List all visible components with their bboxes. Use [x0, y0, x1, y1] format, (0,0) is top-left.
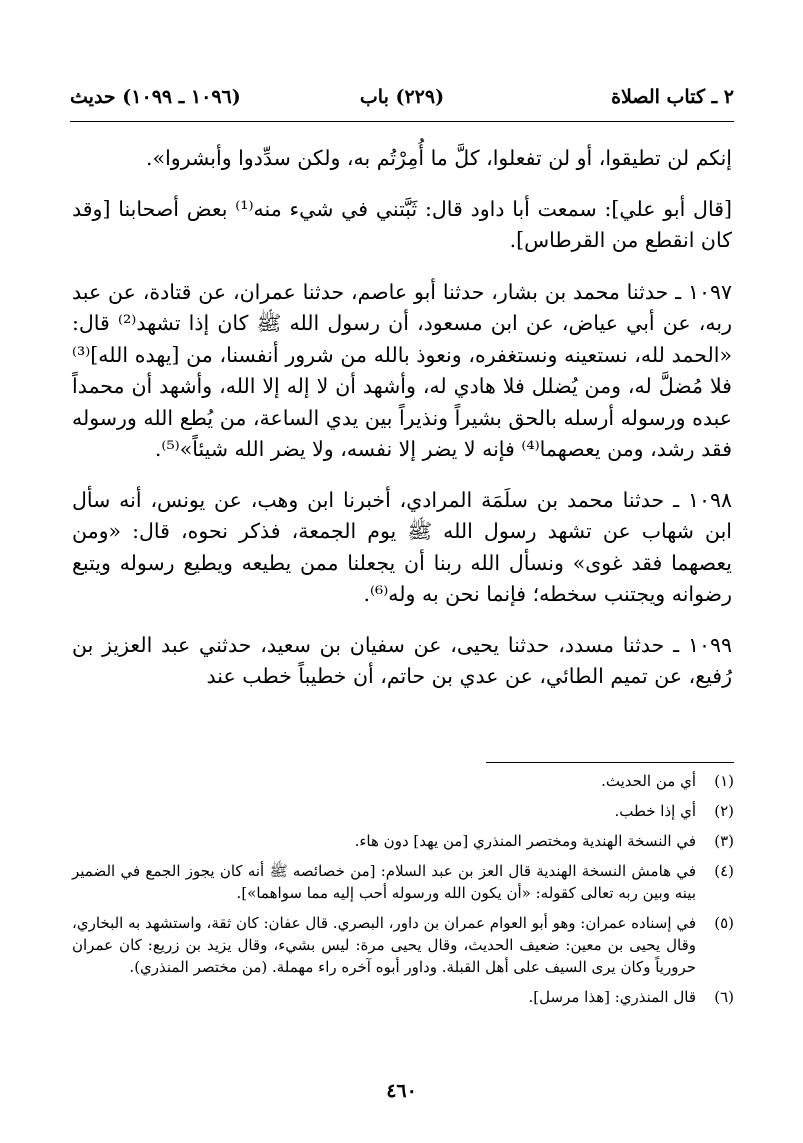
footnote-number: (٥) [714, 914, 734, 932]
paragraph-note-abu-ali: [قال أبو علي]: سمعت أبا داود قال: ثَبَّتني في شيء منه⁽¹⁾ بعض أصحابنا [وقد كان انقطع من القرطاس]. [72, 196, 732, 252]
footnote-number: (٣) [714, 832, 734, 850]
footnote-number: (٢) [714, 802, 734, 820]
footnote-divider [486, 762, 734, 763]
footnote-text: أي من الحديث. [601, 772, 696, 790]
header-section: (٢٢٩) باب [359, 86, 445, 108]
footnote [72, 986, 734, 1008]
footnote-text: في النسخة الهندية ومختصر المنذري [من يهد] دون هاء. [354, 832, 696, 850]
header-divider [70, 121, 734, 122]
paragraph-hadith-1099: ١٠٩٩ ـ حدثنا مسدد، حدثنا يحيى، عن سفيان بن سعيد، حدثني عبد العزيز بن رُفيع، عن تميم الطائي، عن عدي بن حاتم، أن خطيباً خطب عند [72, 632, 732, 688]
footnote [72, 800, 734, 822]
footnote-text: في هامش النسخة الهندية قال العز بن عبد السلام: [من خصائصه ﷺ أنه كان يجوز الجمع في الضمير بينه وبين ربه تعالى كقوله: «أن يكون الله ورسوله أحب إليه مما سواهما»]. [72, 862, 696, 902]
header-chapter: ٢ ـ كتاب الصلاة [611, 86, 734, 108]
main-text [72, 143, 732, 712]
footnote [72, 770, 734, 792]
footnote-text: في إسناده عمران: وهو أبو العوام عمران بن داور، البصري. قال عفان: كان ثقة، واستشهد به البخاري، وقال يحيى بن معين: ضعيف الحديث، وقال يحيى مرة: ليس بشيء، وقال يزيد بن زريع: كان عمران حرورياً وكان يرى السيف على أهل القبلة. وداور أبوه آخره راء مهملة. (من مختصر المنذري). [72, 914, 696, 976]
footnote [72, 860, 734, 904]
page-number: ٤٦٠ [386, 1080, 417, 1102]
footnote-text: قال المنذري: [هذا مرسل]. [528, 988, 696, 1006]
header-hadith-range: (١٠٩٦ ـ ١٠٩٩) حديث [70, 86, 241, 108]
running-header [70, 86, 734, 116]
footnote-text: أي إذا خطب. [614, 802, 696, 820]
footnotes [72, 770, 734, 1016]
footnote-number: (٤) [714, 862, 734, 880]
footnote [72, 912, 734, 978]
paragraph-continuation: إنكم لن تطيقوا، أو لن تفعلوا، كلَّ ما أُمِرْتُم به، ولكن سدِّدوا وأبشروا». [146, 146, 732, 170]
footnote-number: (٦) [714, 988, 734, 1006]
footnote-number: (١) [714, 772, 734, 790]
paragraph-hadith-1098: ١٠٩٨ ـ حدثنا محمد بن سلَمَة المرادي، أخبرنا ابن وهب، عن يونس، أنه سأل ابن شهاب عن تشهد رسول الله ﷺ يوم الجمعة، فذكر نحوه، قال: «ومن يعصهما فقد غوى» ونسأل الله ربنا أن يجعلنا ممن يطيعه ويطيع رسوله ويتبع رضوانه ويجتنب سخطه؛ فإنما نحن به وله⁽⁶⁾. [72, 487, 732, 606]
footnote [72, 830, 734, 852]
paragraph-hadith-1097: ١٠٩٧ ـ حدثنا محمد بن بشار، حدثنا أبو عاصم، حدثنا عمران، عن قتادة، عن عبد ربه، عن أبي عياض، عن ابن مسعود، أن رسول الله ﷺ كان إذا تشهد⁽²⁾ قال: «الحمد لله، نستعينه ونستغفره، ونعوذ بالله من شرور أنفسنا، من [يهده الله]⁽³⁾ فلا مُضلَّ له، ومن يُضلل فلا هادي له، وأشهد أن لا إله إلا الله، وأشهد أن محمداً عبده ورسوله أرسله بالحق بشيراً ونذيراً بين يدي الساعة، من يُطع الله ورسوله فقد رشد، ومن يعصهما⁽⁴⁾ فإنه لا يضر إلا نفسه، ولا يضر الله شيئاً»⁽⁵⁾. [72, 279, 733, 461]
